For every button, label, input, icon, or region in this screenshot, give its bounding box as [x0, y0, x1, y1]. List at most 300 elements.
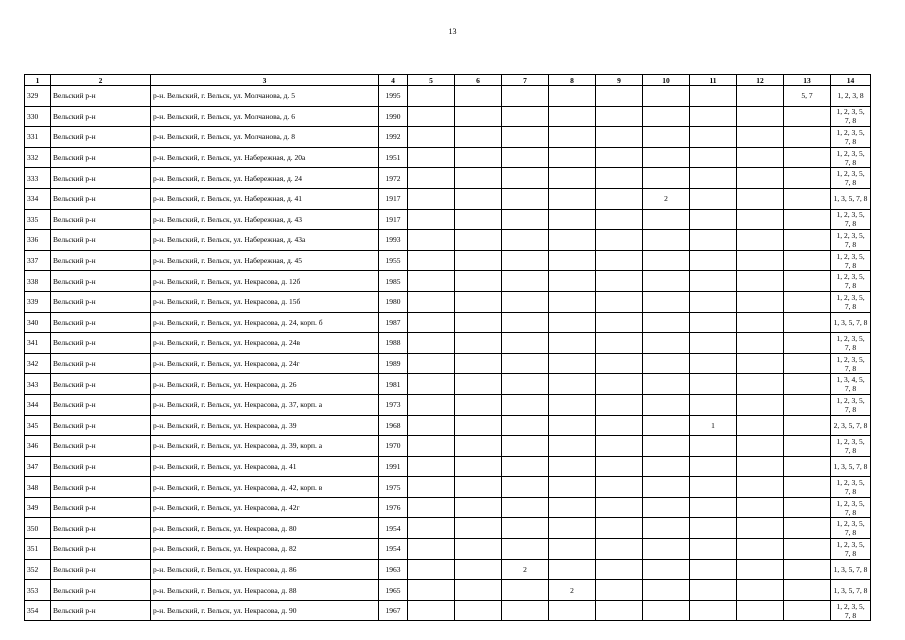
col11-cell: [690, 86, 737, 107]
col9-cell: [596, 456, 643, 477]
district-cell: Вельский р-н: [51, 497, 151, 518]
col7-cell: [502, 415, 549, 436]
col5-cell: [408, 353, 455, 374]
col8-cell: [549, 539, 596, 560]
district-cell: Вельский р-н: [51, 127, 151, 148]
row-number: 344: [25, 394, 51, 415]
col13-cell: [784, 580, 831, 601]
col9-cell: [596, 271, 643, 292]
col11-cell: [690, 312, 737, 333]
col13-cell: [784, 394, 831, 415]
table-row: [25, 291, 871, 312]
col14-cell: 1, 2, 3, 5, 7, 8: [831, 477, 871, 498]
col13-cell: [784, 333, 831, 354]
col9-cell: [596, 580, 643, 601]
row-number: 338: [25, 271, 51, 292]
col6-cell: [455, 106, 502, 127]
address-cell: р-н. Вельский, г. Вельск, ул. Некрасова, д. 86: [151, 559, 379, 580]
col12-cell: [737, 333, 784, 354]
col7-cell: [502, 106, 549, 127]
col13-cell: [784, 559, 831, 580]
address-cell: р-н. Вельский, г. Вельск, ул. Некрасова, д. 15б: [151, 291, 379, 312]
district-cell: Вельский р-н: [51, 415, 151, 436]
col8-cell: [549, 415, 596, 436]
col8-cell: 2: [549, 580, 596, 601]
address-cell: р-н. Вельский, г. Вельск, ул. Молчанова, д. 5: [151, 86, 379, 107]
col14-cell: 1, 2, 3, 5, 7, 8: [831, 168, 871, 189]
col12-cell: [737, 374, 784, 395]
col9-cell: [596, 497, 643, 518]
col7-cell: [502, 539, 549, 560]
table-row: [25, 456, 871, 477]
row-number: 337: [25, 250, 51, 271]
col10-cell: [643, 518, 690, 539]
col7-cell: [502, 580, 549, 601]
col14-cell: 1, 2, 3, 5, 7, 8: [831, 291, 871, 312]
col5-cell: [408, 168, 455, 189]
col5-cell: [408, 539, 455, 560]
address-cell: р-н. Вельский, г. Вельск, ул. Некрасова, д. 24в: [151, 333, 379, 354]
col6-cell: [455, 250, 502, 271]
column-header: 9: [596, 75, 643, 86]
col10-cell: [643, 415, 690, 436]
row-number: 329: [25, 86, 51, 107]
col5-cell: [408, 86, 455, 107]
row-number: 343: [25, 374, 51, 395]
col7-cell: [502, 333, 549, 354]
col8-cell: [549, 436, 596, 457]
district-cell: Вельский р-н: [51, 518, 151, 539]
page-number: 13: [448, 27, 457, 36]
table-row: [25, 374, 871, 395]
col13-cell: [784, 168, 831, 189]
col12-cell: [737, 456, 784, 477]
row-number: 347: [25, 456, 51, 477]
col11-cell: [690, 394, 737, 415]
district-cell: Вельский р-н: [51, 271, 151, 292]
col7-cell: [502, 456, 549, 477]
year-cell: 1917: [379, 209, 408, 230]
table-row: [25, 415, 871, 436]
col8-cell: [549, 518, 596, 539]
address-cell: р-н. Вельский, г. Вельск, ул. Набережная, д. 45: [151, 250, 379, 271]
col9-cell: [596, 374, 643, 395]
row-number: 349: [25, 497, 51, 518]
address-cell: р-н. Вельский, г. Вельск, ул. Некрасова, д. 26: [151, 374, 379, 395]
table-row: [25, 436, 871, 457]
col7-cell: [502, 374, 549, 395]
col14-cell: 1, 2, 3, 5, 7, 8: [831, 209, 871, 230]
row-number: 341: [25, 333, 51, 354]
col11-cell: [690, 127, 737, 148]
col12-cell: [737, 436, 784, 457]
col6-cell: [455, 539, 502, 560]
col7-cell: [502, 127, 549, 148]
address-cell: р-н. Вельский, г. Вельск, ул. Набережная, д. 43: [151, 209, 379, 230]
col8-cell: [549, 188, 596, 209]
header-row: [25, 75, 871, 86]
col11-cell: [690, 230, 737, 251]
col8-cell: [549, 497, 596, 518]
row-number: 353: [25, 580, 51, 601]
col6-cell: [455, 147, 502, 168]
col9-cell: [596, 436, 643, 457]
col9-cell: [596, 127, 643, 148]
col14-cell: 1, 3, 5, 7, 8: [831, 456, 871, 477]
col13-cell: [784, 209, 831, 230]
year-cell: 1968: [379, 415, 408, 436]
district-cell: Вельский р-н: [51, 394, 151, 415]
col13-cell: [784, 477, 831, 498]
col10-cell: 2: [643, 188, 690, 209]
col7-cell: [502, 312, 549, 333]
col6-cell: [455, 394, 502, 415]
col12-cell: [737, 147, 784, 168]
col12-cell: [737, 518, 784, 539]
col11-cell: [690, 559, 737, 580]
district-cell: Вельский р-н: [51, 312, 151, 333]
col12-cell: [737, 415, 784, 436]
col6-cell: [455, 127, 502, 148]
col8-cell: [549, 353, 596, 374]
column-header: 13: [784, 75, 831, 86]
col5-cell: [408, 559, 455, 580]
col14-cell: 1, 2, 3, 5, 7, 8: [831, 147, 871, 168]
col11-cell: [690, 497, 737, 518]
col11-cell: [690, 188, 737, 209]
table-row: [25, 127, 871, 148]
col5-cell: [408, 600, 455, 621]
table-row: [25, 333, 871, 354]
col8-cell: [549, 374, 596, 395]
col6-cell: [455, 230, 502, 251]
col6-cell: [455, 86, 502, 107]
col6-cell: [455, 559, 502, 580]
col13-cell: [784, 415, 831, 436]
year-cell: 1985: [379, 271, 408, 292]
year-cell: 1954: [379, 518, 408, 539]
address-cell: р-н. Вельский, г. Вельск, ул. Молчанова, д. 6: [151, 106, 379, 127]
col13-cell: [784, 518, 831, 539]
col14-cell: 1, 3, 5, 7, 8: [831, 580, 871, 601]
col5-cell: [408, 250, 455, 271]
district-cell: Вельский р-н: [51, 477, 151, 498]
col11-cell: [690, 147, 737, 168]
col12-cell: [737, 86, 784, 107]
col13-cell: [784, 600, 831, 621]
col7-cell: [502, 291, 549, 312]
col6-cell: [455, 312, 502, 333]
year-cell: 1963: [379, 559, 408, 580]
col12-cell: [737, 106, 784, 127]
col6-cell: [455, 436, 502, 457]
col10-cell: [643, 147, 690, 168]
col5-cell: [408, 147, 455, 168]
col9-cell: [596, 477, 643, 498]
district-cell: Вельский р-н: [51, 436, 151, 457]
col14-cell: 1, 3, 5, 7, 8: [831, 559, 871, 580]
column-header: 12: [737, 75, 784, 86]
col10-cell: [643, 559, 690, 580]
row-number: 345: [25, 415, 51, 436]
column-header: 2: [51, 75, 151, 86]
district-cell: Вельский р-н: [51, 168, 151, 189]
col14-cell: 1, 2, 3, 5, 7, 8: [831, 353, 871, 374]
year-cell: 1967: [379, 600, 408, 621]
table-row: [25, 518, 871, 539]
column-header: 7: [502, 75, 549, 86]
col11-cell: [690, 518, 737, 539]
district-cell: Вельский р-н: [51, 333, 151, 354]
col6-cell: [455, 600, 502, 621]
col10-cell: [643, 436, 690, 457]
col5-cell: [408, 333, 455, 354]
row-number: 350: [25, 518, 51, 539]
row-number: 333: [25, 168, 51, 189]
col10-cell: [643, 291, 690, 312]
col10-cell: [643, 600, 690, 621]
col6-cell: [455, 456, 502, 477]
year-cell: 1993: [379, 230, 408, 251]
col6-cell: [455, 497, 502, 518]
year-cell: 1992: [379, 127, 408, 148]
col7-cell: [502, 271, 549, 292]
col12-cell: [737, 230, 784, 251]
col14-cell: 1, 2, 3, 5, 7, 8: [831, 333, 871, 354]
year-cell: 1981: [379, 374, 408, 395]
col13-cell: [784, 291, 831, 312]
table-row: [25, 168, 871, 189]
address-cell: р-н. Вельский, г. Вельск, ул. Некрасова, д. 42, корп. в: [151, 477, 379, 498]
col10-cell: [643, 497, 690, 518]
col13-cell: [784, 127, 831, 148]
col11-cell: [690, 456, 737, 477]
col9-cell: [596, 188, 643, 209]
col14-cell: 1, 3, 4, 5, 7, 8: [831, 374, 871, 395]
col14-cell: 1, 2, 3, 8: [831, 86, 871, 107]
col6-cell: [455, 353, 502, 374]
col10-cell: [643, 477, 690, 498]
year-cell: 1951: [379, 147, 408, 168]
col5-cell: [408, 271, 455, 292]
address-cell: р-н. Вельский, г. Вельск, ул. Некрасова, д. 82: [151, 539, 379, 560]
col8-cell: [549, 394, 596, 415]
col10-cell: [643, 394, 690, 415]
col7-cell: [502, 230, 549, 251]
year-cell: 1972: [379, 168, 408, 189]
col9-cell: [596, 353, 643, 374]
row-number: 354: [25, 600, 51, 621]
table-row: [25, 559, 871, 580]
table-row: [25, 188, 871, 209]
col7-cell: [502, 518, 549, 539]
col14-cell: 2, 3, 5, 7, 8: [831, 415, 871, 436]
col11-cell: [690, 539, 737, 560]
col9-cell: [596, 312, 643, 333]
col9-cell: [596, 168, 643, 189]
year-cell: 1991: [379, 456, 408, 477]
table-row: [25, 230, 871, 251]
table-row: [25, 497, 871, 518]
year-cell: 1917: [379, 188, 408, 209]
district-cell: Вельский р-н: [51, 147, 151, 168]
col8-cell: [549, 168, 596, 189]
col11-cell: [690, 353, 737, 374]
row-number: 342: [25, 353, 51, 374]
col12-cell: [737, 312, 784, 333]
col12-cell: [737, 127, 784, 148]
district-cell: Вельский р-н: [51, 291, 151, 312]
col11-cell: [690, 209, 737, 230]
col8-cell: [549, 312, 596, 333]
col10-cell: [643, 353, 690, 374]
col8-cell: [549, 106, 596, 127]
col12-cell: [737, 477, 784, 498]
address-cell: р-н. Вельский, г. Вельск, ул. Некрасова, д. 41: [151, 456, 379, 477]
col12-cell: [737, 580, 784, 601]
col10-cell: [643, 271, 690, 292]
district-cell: Вельский р-н: [51, 539, 151, 560]
col8-cell: [549, 127, 596, 148]
year-cell: 1955: [379, 250, 408, 271]
col14-cell: 1, 2, 3, 5, 7, 8: [831, 230, 871, 251]
column-header: 1: [25, 75, 51, 86]
col11-cell: [690, 333, 737, 354]
table-row: [25, 394, 871, 415]
col14-cell: 1, 2, 3, 5, 7, 8: [831, 127, 871, 148]
col13-cell: [784, 106, 831, 127]
district-cell: Вельский р-н: [51, 559, 151, 580]
col12-cell: [737, 600, 784, 621]
table-row: [25, 539, 871, 560]
row-number: 348: [25, 477, 51, 498]
col10-cell: [643, 250, 690, 271]
column-header: 4: [379, 75, 408, 86]
year-cell: 1987: [379, 312, 408, 333]
col7-cell: 2: [502, 559, 549, 580]
col13-cell: [784, 250, 831, 271]
col14-cell: 1, 3, 5, 7, 8: [831, 188, 871, 209]
col9-cell: [596, 250, 643, 271]
col7-cell: [502, 394, 549, 415]
col5-cell: [408, 127, 455, 148]
address-cell: р-н. Вельский, г. Вельск, ул. Некрасова, д. 39: [151, 415, 379, 436]
col6-cell: [455, 271, 502, 292]
col10-cell: [643, 312, 690, 333]
col11-cell: 1: [690, 415, 737, 436]
col7-cell: [502, 477, 549, 498]
col7-cell: [502, 188, 549, 209]
col6-cell: [455, 188, 502, 209]
col12-cell: [737, 559, 784, 580]
col14-cell: 1, 2, 3, 5, 7, 8: [831, 394, 871, 415]
col13-cell: [784, 497, 831, 518]
col5-cell: [408, 291, 455, 312]
year-cell: 1988: [379, 333, 408, 354]
col8-cell: [549, 333, 596, 354]
col9-cell: [596, 394, 643, 415]
col9-cell: [596, 333, 643, 354]
col10-cell: [643, 86, 690, 107]
col14-cell: 1, 2, 3, 5, 7, 8: [831, 518, 871, 539]
col13-cell: [784, 353, 831, 374]
col6-cell: [455, 477, 502, 498]
row-number: 351: [25, 539, 51, 560]
table-row: [25, 271, 871, 292]
col6-cell: [455, 209, 502, 230]
year-cell: 1973: [379, 394, 408, 415]
year-cell: 1989: [379, 353, 408, 374]
table-row: [25, 353, 871, 374]
column-header: 5: [408, 75, 455, 86]
col14-cell: 1, 2, 3, 5, 7, 8: [831, 600, 871, 621]
table-row: [25, 477, 871, 498]
column-header: 14: [831, 75, 871, 86]
col12-cell: [737, 209, 784, 230]
col7-cell: [502, 86, 549, 107]
address-cell: р-н. Вельский, г. Вельск, ул. Некрасова, д. 12б: [151, 271, 379, 292]
table-row: [25, 600, 871, 621]
district-cell: Вельский р-н: [51, 106, 151, 127]
col5-cell: [408, 477, 455, 498]
col12-cell: [737, 250, 784, 271]
address-cell: р-н. Вельский, г. Вельск, ул. Некрасова, д. 42г: [151, 497, 379, 518]
housing-register-table: [24, 74, 871, 621]
col8-cell: [549, 291, 596, 312]
col6-cell: [455, 333, 502, 354]
col8-cell: [549, 250, 596, 271]
col14-cell: 1, 2, 3, 5, 7, 8: [831, 497, 871, 518]
col12-cell: [737, 271, 784, 292]
col12-cell: [737, 188, 784, 209]
col9-cell: [596, 230, 643, 251]
col13-cell: 5, 7: [784, 86, 831, 107]
col11-cell: [690, 477, 737, 498]
address-cell: р-н. Вельский, г. Вельск, ул. Некрасова, д. 39, корп. а: [151, 436, 379, 457]
col11-cell: [690, 374, 737, 395]
col8-cell: [549, 559, 596, 580]
district-cell: Вельский р-н: [51, 250, 151, 271]
col12-cell: [737, 291, 784, 312]
col12-cell: [737, 394, 784, 415]
table-row: [25, 86, 871, 107]
col9-cell: [596, 209, 643, 230]
district-cell: Вельский р-н: [51, 230, 151, 251]
col13-cell: [784, 188, 831, 209]
col7-cell: [502, 353, 549, 374]
col12-cell: [737, 539, 784, 560]
year-cell: 1970: [379, 436, 408, 457]
col7-cell: [502, 436, 549, 457]
col10-cell: [643, 106, 690, 127]
col10-cell: [643, 333, 690, 354]
row-number: 330: [25, 106, 51, 127]
col9-cell: [596, 147, 643, 168]
address-cell: р-н. Вельский, г. Вельск, ул. Некрасова, д. 37, корп. а: [151, 394, 379, 415]
address-cell: р-н. Вельский, г. Вельск, ул. Некрасова, д. 90: [151, 600, 379, 621]
col5-cell: [408, 580, 455, 601]
col11-cell: [690, 168, 737, 189]
district-cell: Вельский р-н: [51, 188, 151, 209]
col6-cell: [455, 518, 502, 539]
col6-cell: [455, 291, 502, 312]
address-cell: р-н. Вельский, г. Вельск, ул. Молчанова, д. 8: [151, 127, 379, 148]
col5-cell: [408, 188, 455, 209]
year-cell: 1965: [379, 580, 408, 601]
col9-cell: [596, 86, 643, 107]
year-cell: 1975: [379, 477, 408, 498]
col6-cell: [455, 580, 502, 601]
